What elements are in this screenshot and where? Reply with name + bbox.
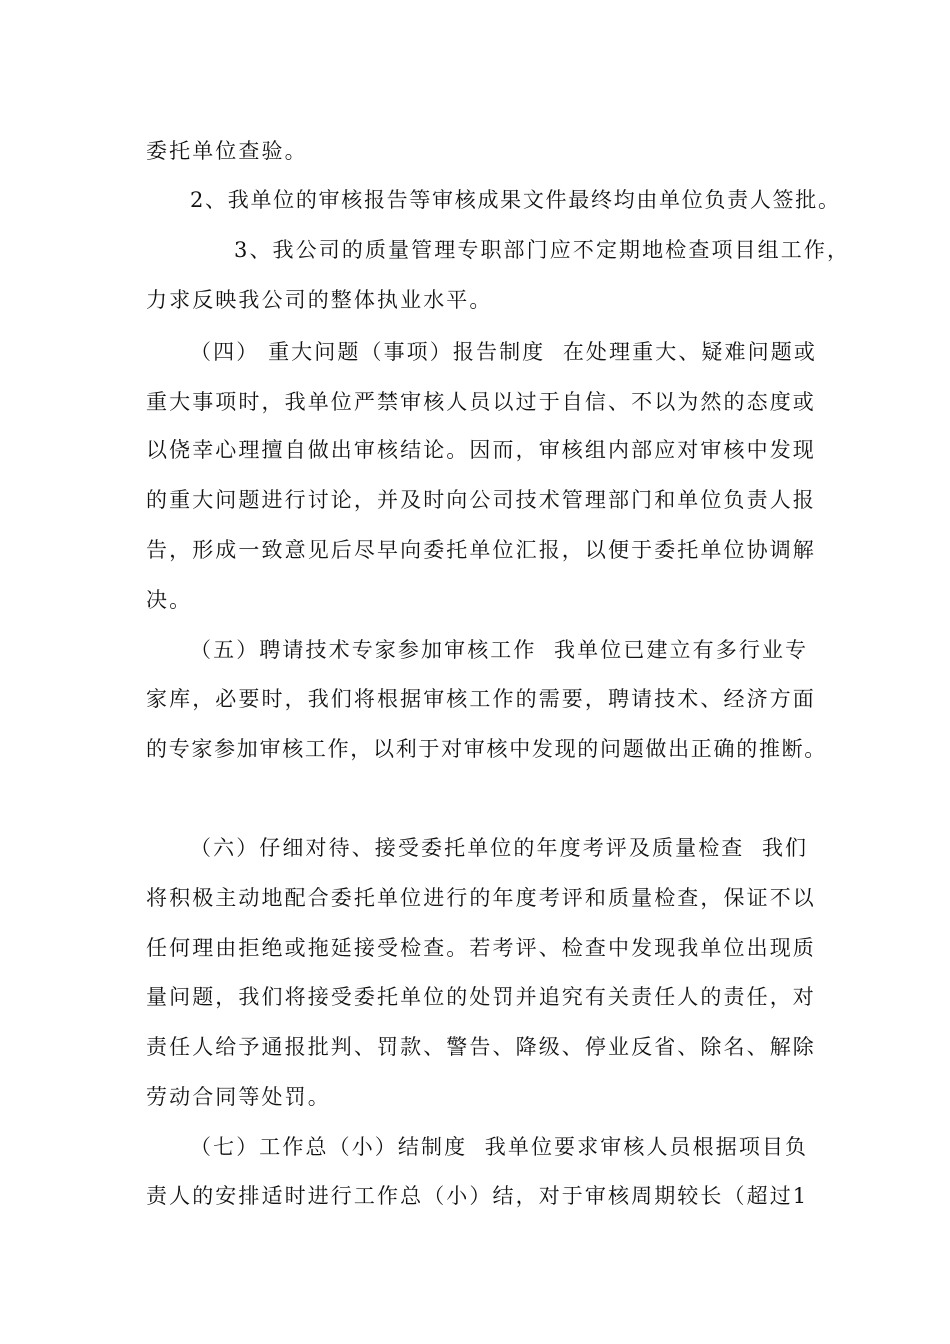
text-line: 劳动合同等处罚。: [146, 1085, 331, 1109]
text-line: 家库，必要时，我们将根据审核工作的需要，聘请技术、经济方面: [146, 687, 816, 711]
text-line: 将积极主动地配合委托单位进行的年度考评和质量检查，保证不以: [146, 886, 816, 910]
text-line: 委托单位查验。: [146, 139, 308, 163]
text-line: 重大事项时，我单位严禁审核人员以过于自信、不以为然的态度或: [146, 390, 816, 414]
text-line: 责任人给予通报批判、罚款、警告、降级、停业反省、除名、解除: [146, 1035, 816, 1059]
text-line: 量问题，我们将接受委托单位的处罚并追究有关责任人的责任，对: [146, 985, 816, 1009]
text-line: 任何理由拒绝或拖延接受检查。若考评、检查中发现我单位出现质: [146, 936, 816, 960]
text-line: 3、我公司的质量管理专职部门应不定期地检查项目组工作，: [234, 238, 851, 262]
text-line: 以侥幸心理擅自做出审核结论。因而，审核组内部应对审核中发现: [146, 438, 816, 462]
text-line: 责人的安排适时进行工作总（小）结，对于审核周期较长（超过1: [146, 1184, 809, 1208]
text-line: （五）聘请技术专家参加审核工作 我单位已建立有多行业专: [190, 638, 809, 662]
text-line: 的重大问题进行讨论，并及时向公司技术管理部门和单位负责人报: [146, 488, 816, 512]
text-line: 的专家参加审核工作，以利于对审核中发现的问题做出正确的推断。: [146, 737, 827, 761]
text-line: （四） 重大问题（事项）报告制度 在处理重大、疑难问题或: [190, 340, 817, 364]
text-line: 力求反映我公司的整体执业水平。: [146, 288, 493, 312]
text-line: （七）工作总（小）结制度 我单位要求审核人员根据项目负: [190, 1135, 809, 1159]
text-line: 决。: [146, 588, 193, 612]
text-line: （六）仔细对待、接受委托单位的年度考评及质量检查 我们: [190, 836, 809, 860]
text-line: 告，形成一致意见后尽早向委托单位汇报，以便于委托单位协调解: [146, 538, 816, 562]
text-line: 2、我单位的审核报告等审核成果文件最终均由单位负责人签批。: [190, 188, 841, 212]
